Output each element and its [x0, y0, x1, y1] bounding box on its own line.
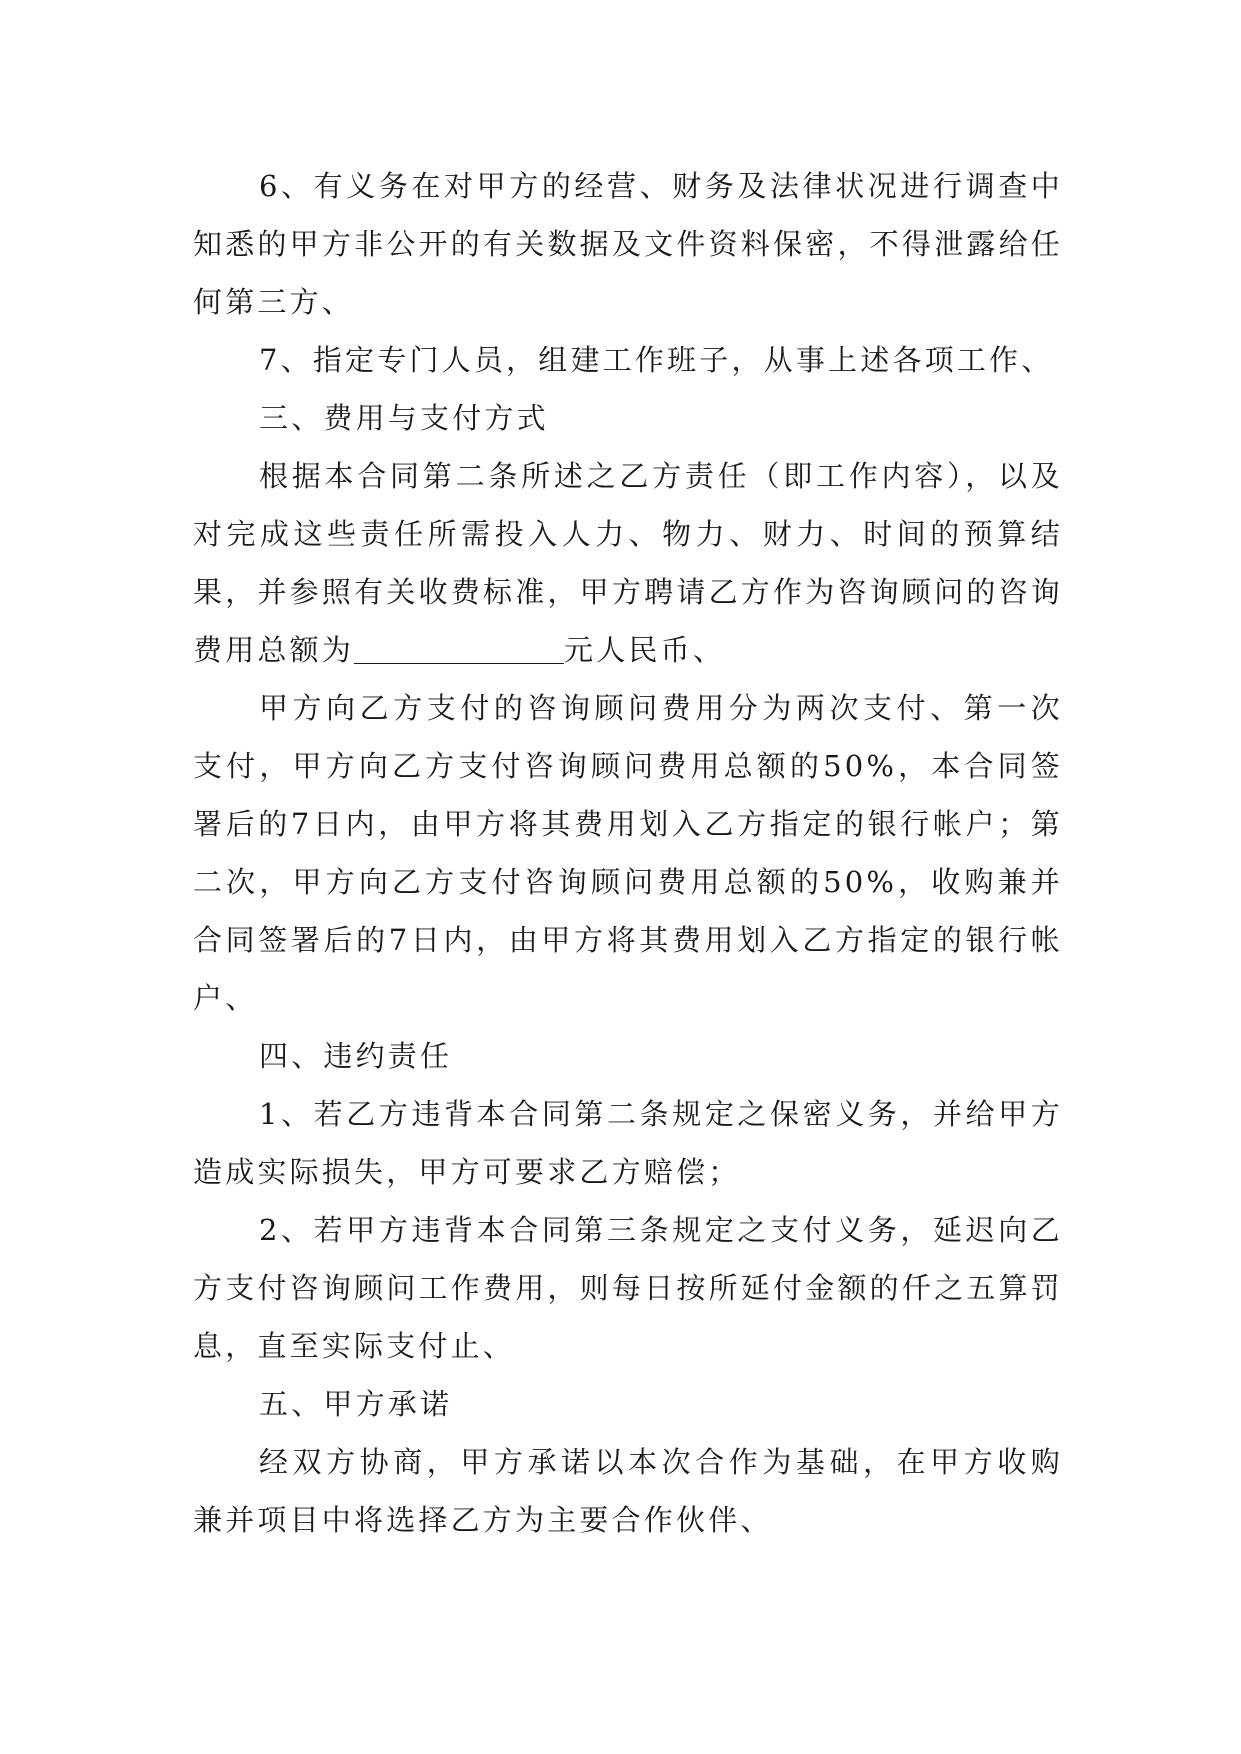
party-a-commitment-paragraph: 经双方协商，甲方承诺以本次合作为基础，在甲方收购兼并项目中将选择乙方为主要合作伙伴、 [193, 1445, 1063, 1537]
fee-amount-blank [354, 633, 564, 664]
section-3-heading: 三、费用与支付方式 [259, 401, 549, 435]
payment-schedule-paragraph: 甲方向乙方支付的咨询顾问费用分为两次支付、第一次支付，甲方向乙方支付咨询顾问费用总额的50%，本合同签署后的7日内，由甲方将其费用划入乙方指定的银行帐户；第二次，甲方向乙方支付咨询顾问费用总额的50%，收购兼并合同签署后的7日内，由甲方将其费用划入乙方指定的银行帐户、 [193, 691, 1063, 1015]
breach-clause-1-paragraph: 1、若乙方违背本合同第二条规定之保密义务，并给甲方造成实际损失，甲方可要求乙方赔偿； [193, 1097, 1063, 1189]
clause-6-paragraph: 6、有义务在对甲方的经营、财务及法律状况进行调查中知悉的甲方非公开的有关数据及文件资料保密，不得泄露给任何第三方、 [193, 169, 1063, 319]
clause-7-paragraph: 7、指定专门人员，组建工作班子，从事上述各项工作、 [259, 343, 1054, 377]
fee-currency-text: 元人民币、 [564, 633, 726, 667]
breach-clause-2-paragraph: 2、若甲方违背本合同第三条规定之支付义务，延迟向乙方支付咨询顾问工作费用，则每日按所延付金额的仟之五算罚息，直至实际支付止、 [193, 1213, 1063, 1363]
fee-total-text: 根据本合同第二条所述之乙方责任（即工作内容），以及对完成这些责任所需投入人力、物力、财力、时间的预算结果，并参照有关收费标准，甲方聘请乙方作为咨询顾问的咨询费用总额为 [193, 459, 1063, 667]
fee-total-paragraph [193, 447, 1063, 679]
section-5-heading: 五、甲方承诺 [259, 1387, 453, 1421]
document-body [193, 157, 1063, 1549]
section-4-heading: 四、违约责任 [259, 1039, 453, 1073]
